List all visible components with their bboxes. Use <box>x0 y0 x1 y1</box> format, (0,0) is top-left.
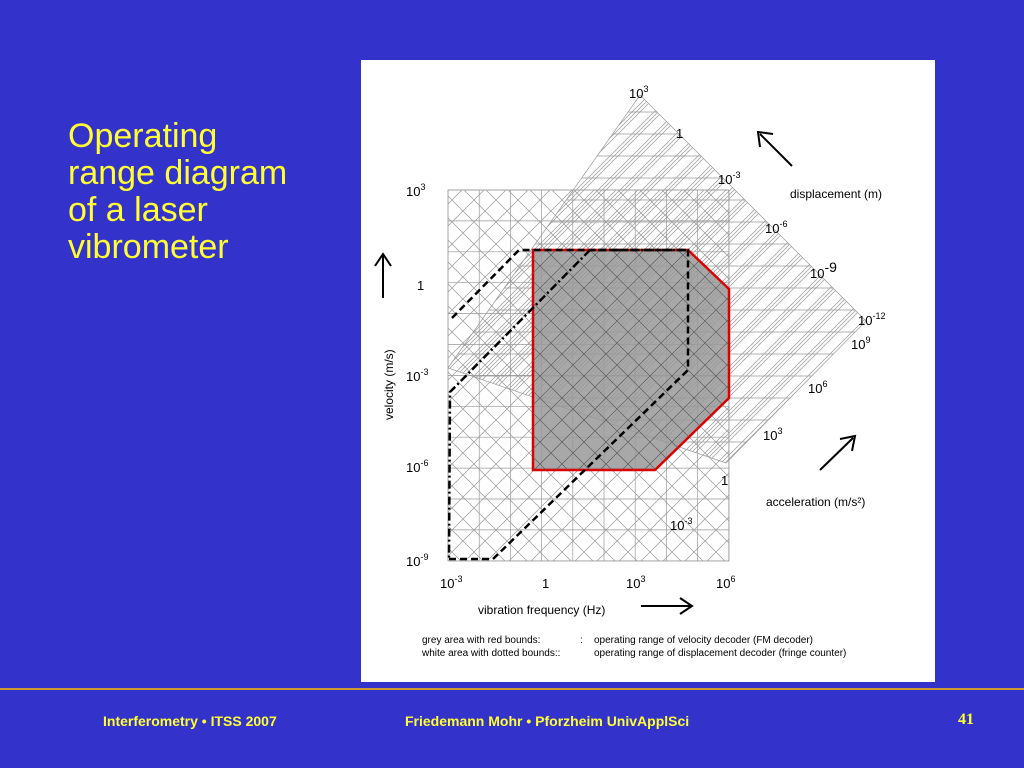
grid-line <box>361 60 935 66</box>
grid-line <box>361 580 935 682</box>
grid-line <box>361 554 935 682</box>
grid-line <box>361 664 935 682</box>
legend-row1-left: grey area with red bounds: <box>422 635 541 646</box>
displacement-axis-label: displacement (m) <box>790 187 883 201</box>
grid-line <box>361 664 935 682</box>
grid-line <box>361 576 935 682</box>
frequency-tick: $10^6$ <box>716 574 736 591</box>
grid-line <box>361 444 935 682</box>
acceleration-axis-label: acceleration (m/s²) <box>766 495 866 509</box>
frequency-axis-label: vibration frequency (Hz) <box>478 603 606 617</box>
grid-line <box>361 664 935 682</box>
displacement-tick: $10^3$ <box>629 84 649 101</box>
grid-line <box>361 576 935 682</box>
grid-line <box>361 60 935 162</box>
operating-range-diagram <box>361 60 935 682</box>
displacement-tick: $10^{-6}$ <box>765 219 788 236</box>
velocity-tick: 1 <box>417 278 425 293</box>
title-line-1: Operating <box>68 117 218 155</box>
grid-line <box>361 554 935 682</box>
grid-line <box>361 60 935 198</box>
grid-line <box>361 60 935 132</box>
grid-line <box>361 664 935 682</box>
frequency-tick: $10^{-3}$ <box>440 574 463 591</box>
grid-line <box>361 536 935 682</box>
grid-line <box>361 60 935 66</box>
grid-line <box>361 576 935 682</box>
grid-line <box>361 60 935 198</box>
grid-line <box>361 60 935 132</box>
legend-row2-right: operating range of displacement decoder (fringe counter) <box>594 648 847 659</box>
grid-line <box>361 60 935 140</box>
grid-line <box>361 60 935 132</box>
grid-line <box>361 60 935 66</box>
footer-divider <box>0 688 1024 690</box>
velocity-arrow-icon <box>375 254 391 298</box>
grid-line <box>361 668 935 682</box>
grid-line <box>361 672 935 682</box>
footer-course: Interferometry • ITSS 2007 <box>103 713 277 729</box>
velocity-tick: $10^{-6}$ <box>406 458 429 475</box>
grid-line <box>361 544 935 682</box>
displacement-tick: 10-9 <box>810 259 837 281</box>
displacement-arrow-icon <box>758 132 792 166</box>
grid-line <box>361 60 935 144</box>
acceleration-tick: $10^6$ <box>808 379 828 396</box>
grid-line <box>361 444 935 682</box>
operating-range-figure <box>361 60 935 682</box>
grid-line <box>361 554 935 682</box>
velocity-axis-label: velocity (m/s) <box>382 349 396 420</box>
grid-line <box>361 610 935 682</box>
grid-line <box>361 448 935 682</box>
grid-line <box>361 576 935 682</box>
title-line-2: range diagram <box>68 154 288 192</box>
legend-row2-left: white area with dotted bounds:: <box>422 648 561 659</box>
footer-author: Friedemann Mohr • Pforzheim UnivApplSci <box>405 713 690 729</box>
velocity-tick-labels <box>406 182 428 569</box>
grid-line <box>361 60 935 188</box>
velocity-tick: $10^{-9}$ <box>406 552 429 569</box>
acceleration-tick: 1 <box>721 473 729 488</box>
grid-line <box>361 60 935 198</box>
frequency-tick: $10^3$ <box>626 574 646 591</box>
title-line-3: of a laser <box>68 191 208 229</box>
acceleration-tick: $10^{-3}$ <box>670 516 693 533</box>
title-line-4: vibrometer <box>68 228 229 266</box>
frequency-tick: 1 <box>542 576 550 591</box>
grid-line <box>361 676 935 682</box>
displacement-tick: $10^{-12}$ <box>858 311 886 328</box>
grid-line <box>361 60 935 100</box>
frequency-tick-labels <box>440 574 735 591</box>
grid-line <box>361 60 935 166</box>
legend-row1-right: operating range of velocity decoder (FM decoder) <box>594 635 814 646</box>
acceleration-tick: $10^3$ <box>763 426 783 443</box>
grid-line <box>361 60 935 66</box>
legend-row1-separator: : <box>580 635 583 646</box>
grid-line <box>361 60 935 198</box>
grid-line <box>361 60 935 132</box>
velocity-tick: $10^3$ <box>406 182 426 199</box>
grid-line <box>361 444 935 682</box>
displacement-tick: 1 <box>676 126 684 141</box>
page-number: 41 <box>958 711 974 728</box>
grid-line <box>361 60 935 74</box>
acceleration-arrow-icon <box>820 436 855 470</box>
displacement-tick: $10^{-3}$ <box>718 170 741 187</box>
frequency-arrow-icon <box>641 598 692 614</box>
slide-title <box>68 118 348 266</box>
grid-line <box>361 554 935 682</box>
velocity-tick: $10^{-3}$ <box>406 367 429 384</box>
acceleration-tick: $10^9$ <box>851 335 871 352</box>
grid-line <box>361 444 935 682</box>
grid-line <box>361 584 935 682</box>
